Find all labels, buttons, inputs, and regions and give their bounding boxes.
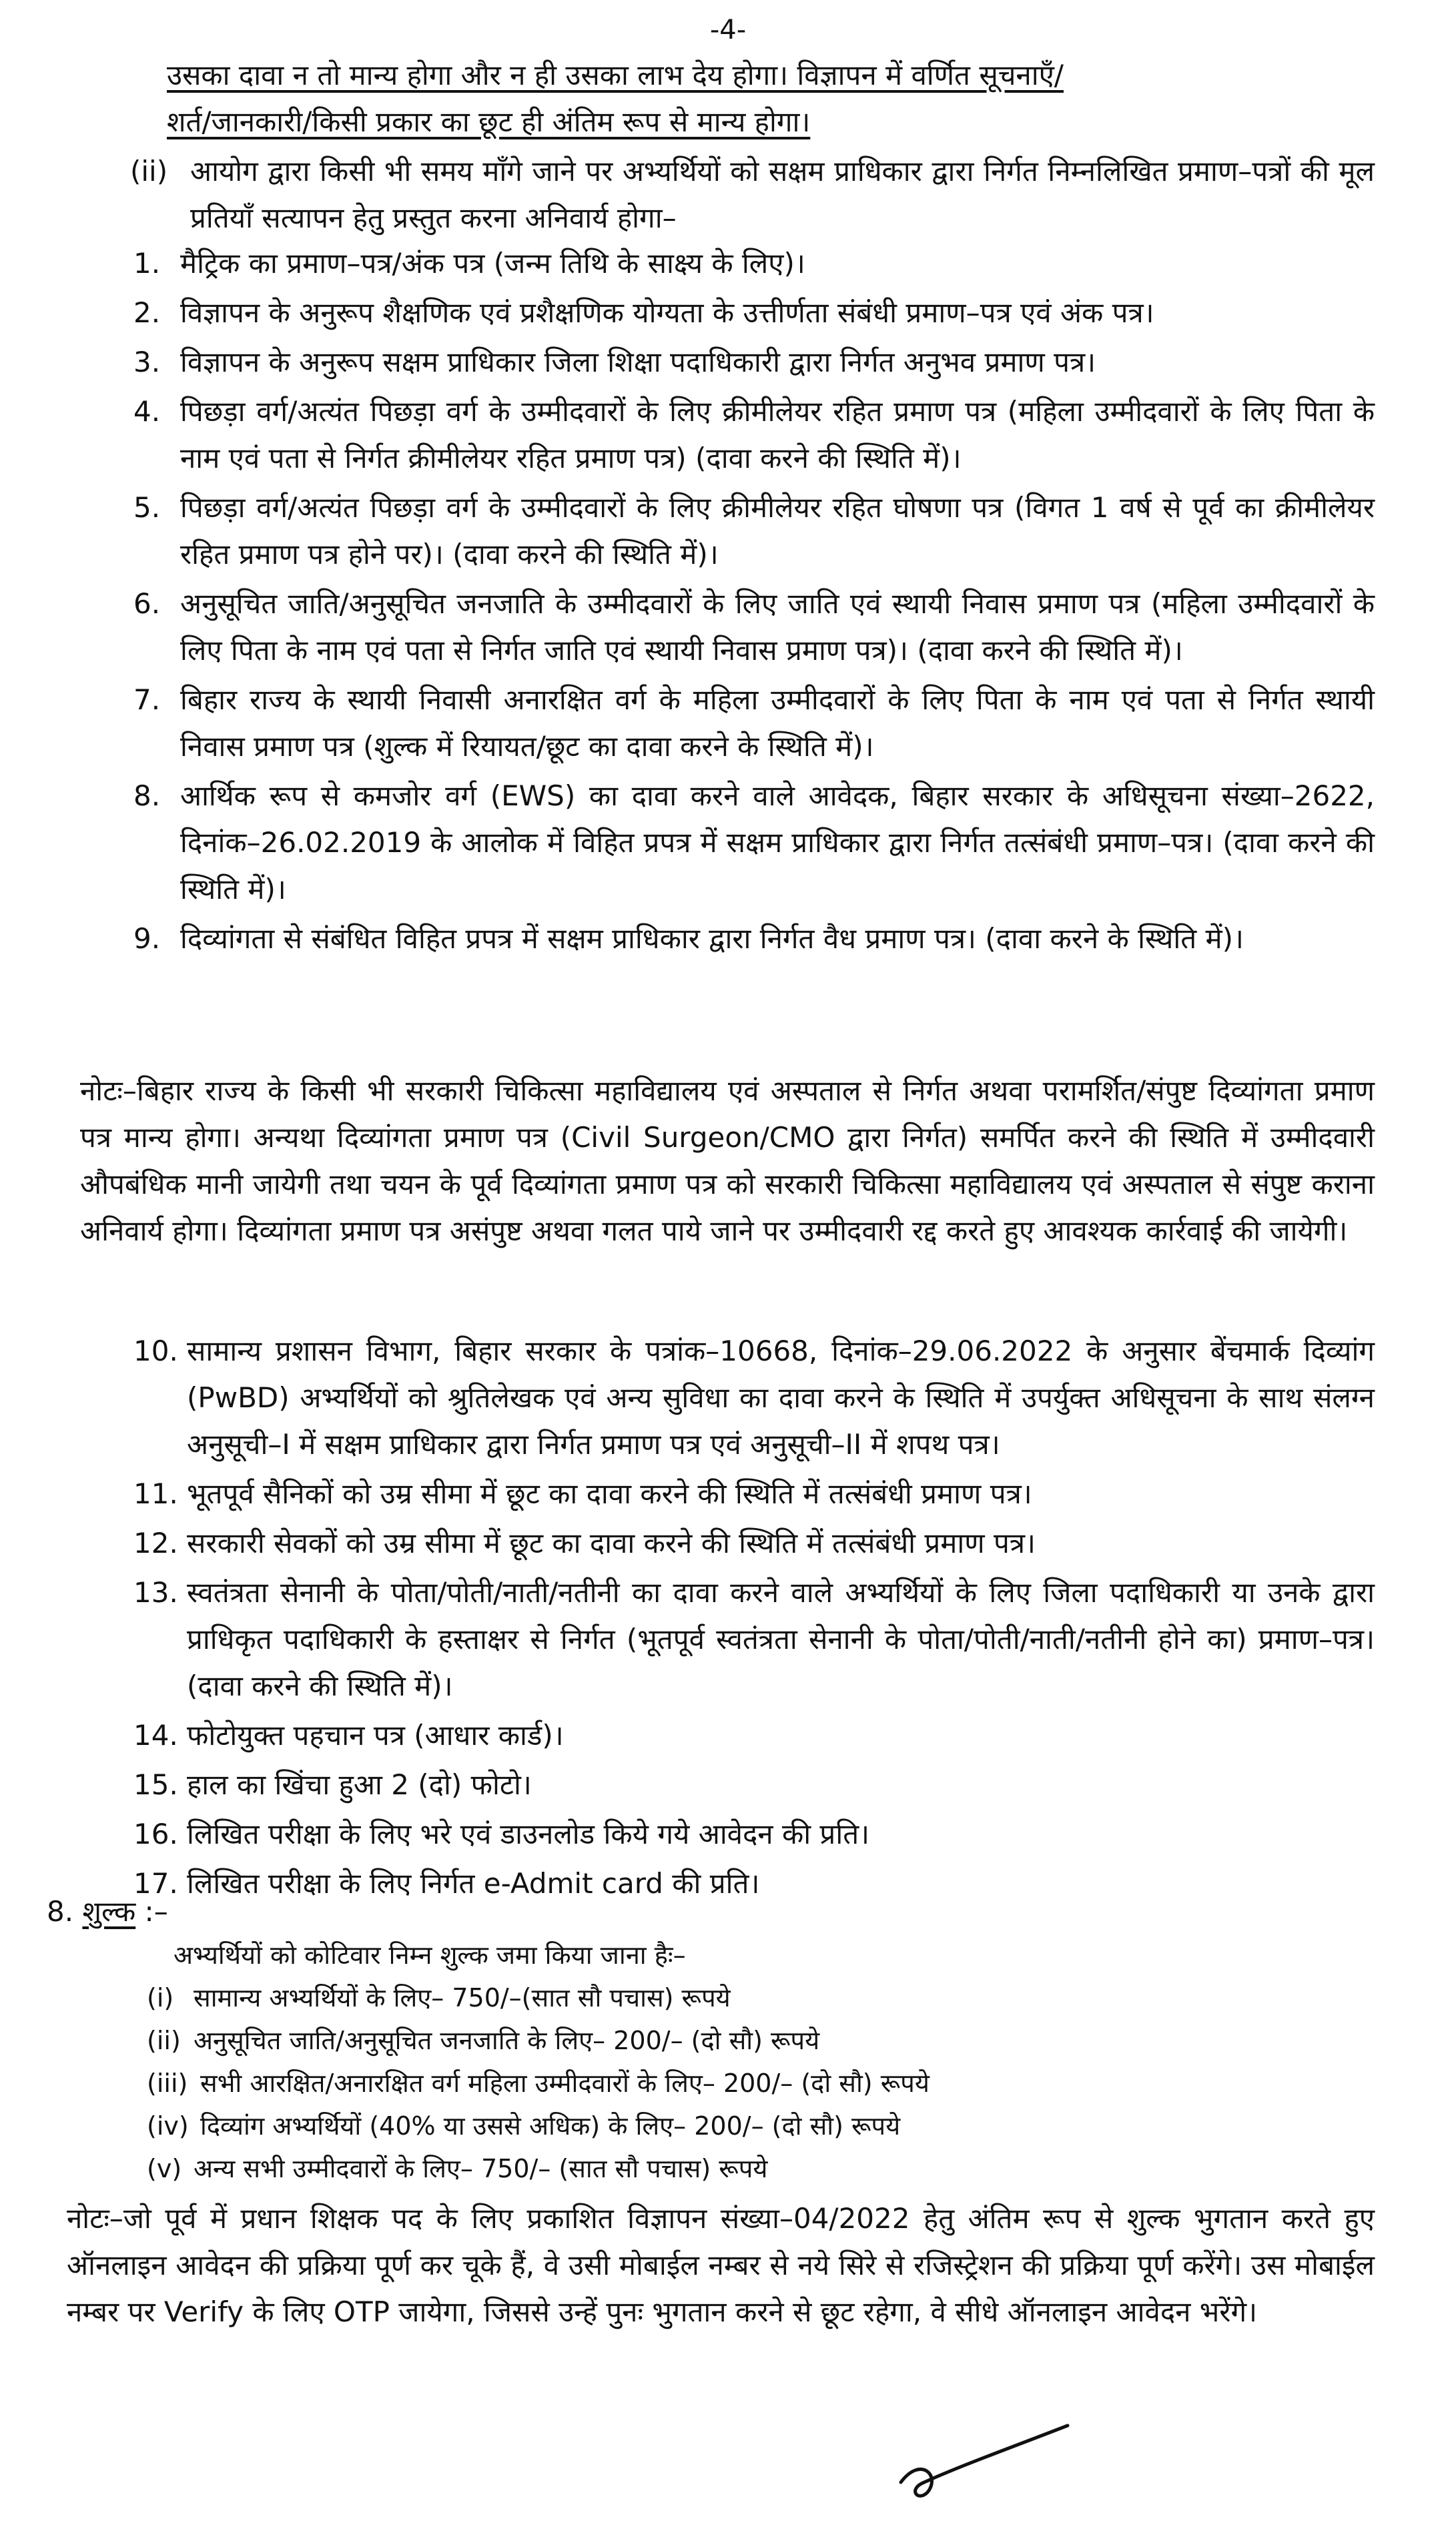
list-item: 17. लिखित परीक्षा के लिए निर्गत e-Admit card की प्रति। [133, 1867, 760, 1900]
list-item: 12. सरकारी सेवकों को उम्र सीमा में छूट का दावा करने की स्थिति में तत्संबंधी प्रमाण पत्र। [133, 1527, 1036, 1559]
fee-list [147, 1934, 1281, 2190]
signature [894, 2402, 1081, 2509]
section-ii [130, 148, 1375, 244]
list-item: 3. विज्ञापन के अनुरूप सक्षम प्राधिकार जिला शिक्षा पदाधिकारी द्वारा निर्गत अनुभव प्रमाण पत्र। [133, 346, 1096, 378]
list-item: 6. अनुसूचित जाति/अनुसूचित जनजाति के उम्मीदवारों के लिए जाति एवं स्थायी निवास प्रमाण पत्र (महिला उम्मीदवारों के लिए पिता के नाम एवं पता से निर्गत जाति एवं स्थायी निवास प्रमाण पत्र)। (दावा करने की स्थिति में)। [133, 587, 1375, 667]
fee-item: (iii) सभी आरक्षित/अनारक्षित वर्ग महिला उम्मीदवारों के लिए– 200/– (दो सौ) रूपये [147, 2069, 930, 2098]
note-disability: नोटः–बिहार राज्य के किसी भी सरकारी चिकित्सा महाविद्यालय एवं अस्पताल से निर्गत अथवा परामर्शित/संपुष्ट दिव्यांगता प्रमाण पत्र मान्य होगा। अन्यथा दिव्यांगता प्रमाण पत्र (Civil Surgeon/CMO द्वारा निर्गत) समर्पित करने की स्थिति में उम्मीदवारी औपबंधिक मानी जायेगी तथा चयन के पूर्व दिव्यांगता प्रमाण पत्र को सरकारी चिकित्सा महाविद्यालय एवं अस्पताल से संपुष्ट कराना अनिवार्य होगा। दिव्यांगता प्रमाण पत्र असंपुष्ट अथवा गलत पाये जाने पर उम्मीदवारी रद्द करते हुए आवश्यक कार्रवाई की जायेगी। [80, 1074, 1375, 1247]
fee-item: (iv) दिव्यांग अभ्यर्थियों (40% या उससे अधिक) के लिए– 200/– (दो सौ) रूपये [147, 2111, 901, 2141]
section-ii-text: आयोग द्वारा किसी भी समय माँगे जाने पर अभ्यर्थियों को सक्षम प्राधिकार द्वारा निर्गत निम्नलिखित प्रमाण–पत्रों की मूल प्रतियाँ सत्यापन हेतु प्रस्तुत करना अनिवार्य होगा– [190, 155, 1375, 234]
list-item: 1. मैट्रिक का प्रमाण–पत्र/अंक पत्र (जन्म तिथि के साक्ष्य के लिए)। [133, 247, 805, 280]
list-item: 9. दिव्यांगता से संबंधित विहित प्रपत्र में सक्षम प्राधिकार द्वारा निर्गत वैध प्रमाण पत्र। (दावा करने के स्थिति में)। [133, 922, 1244, 955]
list-item: 7. बिहार राज्य के स्थायी निवासी अनारक्षित वर्ग के महिला उम्मीदवारों के लिए पिता के नाम एवं पता से निर्गत स्थायी निवास प्रमाण पत्र (शुल्क में रियायत/छूट का दावा करने के स्थिति में)। [133, 683, 1375, 763]
header-line-1: उसका दावा न तो मान्य होगा और न ही उसका लाभ देय होगा। विज्ञापन में वर्णित सूचनाएँ/ [167, 59, 1064, 91]
list-item: 2. विज्ञापन के अनुरूप शैक्षणिक एवं प्रशैक्षणिक योग्यता के उत्तीर्णता संबंधी प्रमाण–पत्र एवं अंक पत्र। [133, 296, 1154, 329]
list-item: 13. स्वतंत्रता सेनानी के पोता/पोती/नाती/नतीनी का दावा करने वाले अभ्यर्थियों के लिए जिला पदाधिकारी या उनके द्वारा प्राधिकृत पदाधिकारी के हस्ताक्षर से निर्गत (भूतपूर्व स्वतंत्रता सेनानी के पोता/पोती/नाती/नतीनी होने का) प्रमाण–पत्र। (दावा करने की स्थिति में)। [133, 1576, 1375, 1702]
fee-section-suffix: :– [135, 1895, 168, 1928]
list-item: 4. पिछड़ा वर्ग/अत्यंत पिछड़ा वर्ग के उम्मीदवारों के लिए क्रीमीलेयर रहित प्रमाण पत्र (महिला उम्मीदवारों के लिए पिता के नाम एवं पता से निर्गत क्रीमीलेयर रहित प्रमाण पत्र) (दावा करने की स्थिति में)। [133, 395, 1375, 474]
fee-intro: अभ्यर्थियों को कोटिवार निम्न शुल्क जमा किया जाना हैः– [173, 1940, 686, 1970]
list-item: 14. फोटोयुक्त पहचान पत्र (आधार कार्ड)। [133, 1719, 564, 1752]
fee-item: (ii) अनुसूचित जाति/अनुसूचित जनजाति के लिए– 200/– (दो सौ) रूपये [147, 2026, 820, 2055]
page-number: -4- [709, 15, 747, 45]
fee-section-number: 8. [47, 1895, 74, 1928]
header-line-2: शर्त/जानकारी/किसी प्रकार का छूट ही अंतिम रूप से मान्य होगा। [167, 105, 811, 138]
list-item: 10. सामान्य प्रशासन विभाग, बिहार सरकार के पत्रांक–10668, दिनांक–29.06.2022 के अनुसार बेंचमार्क दिव्यांग (PwBD) अभ्यर्थियों को श्रुतिलेखक एवं अन्य सुविधा का दावा करने के स्थिति में उपर्युक्त अधिसूचना के साथ संलग्न अनुसूची–I में सक्षम प्राधिकार द्वारा निर्गत प्रमाण पत्र एवं अनुसूची–II में शपथ पत्र। [133, 1335, 1375, 1461]
section-ii-marker: (ii) [130, 155, 168, 188]
certificate-list-b [133, 1328, 1375, 1910]
fee-section-title: शुल्क [82, 1895, 136, 1928]
list-item: 8. आर्थिक रूप से कमजोर वर्ग (EWS) का दावा करने वाले आवेदक, बिहार सरकार के अधिसूचना संख्या–2622, दिनांक–26.02.2019 के आलोक में विहित प्रपत्र में सक्षम प्राधिकार द्वारा निर्गत तत्संबंधी प्रमाण–पत्र। (दावा करने की स्थिति में)। [133, 779, 1375, 905]
list-item: 15. हाल का खिंचा हुआ 2 (दो) फोटो। [133, 1768, 532, 1801]
list-item: 11. भूतपूर्व सैनिकों को उम्र सीमा में छूट का दावा करने की स्थिति में तत्संबंधी प्रमाण पत्र। [133, 1477, 1032, 1510]
fee-item: (i) सामान्य अभ्यर्थियों के लिए– 750/–(सात सौ पचास) रूपये [147, 1983, 731, 2013]
fee-item: (v) अन्य सभी उम्मीदवारों के लिए– 750/– (सात सौ पचास) रूपये [147, 2154, 768, 2183]
certificate-list-a [133, 240, 1375, 965]
list-item: 5. पिछड़ा वर्ग/अत्यंत पिछड़ा वर्ग के उम्मीदवारों के लिए क्रीमीलेयर रहित घोषणा पत्र (विगत 1 वर्ष से पूर्व का क्रीमीलेयर रहित प्रमाण पत्र होने पर)। (दावा करने की स्थिति में)। [133, 491, 1375, 571]
note-fee-exemption: नोटः–जो पूर्व में प्रधान शिक्षक पद के लिए प्रकाशित विज्ञापन संख्या–04/2022 हेतु अंतिम रूप से शुल्क भुगतान करते हुए ऑनलाइन आवेदन की प्रक्रिया पूर्ण कर चूके हैं, वे उसी मोबाईल नम्बर से नये सिरे से रजिस्ट्रेशन की प्रक्रिया पूर्ण करेंगे। उस मोबाईल नम्बर पर Verify के लिए OTP जायेगा, जिससे उन्हें पुनः भुगतान करने से छूट रहेगा, वे सीधे ऑनलाइन आवेदन भरेंगे। [67, 2202, 1375, 2328]
list-item: 16. लिखित परीक्षा के लिए भरे एवं डाउनलोड किये गये आवेदन की प्रति। [133, 1818, 870, 1850]
fee-heading [47, 1888, 1375, 1935]
